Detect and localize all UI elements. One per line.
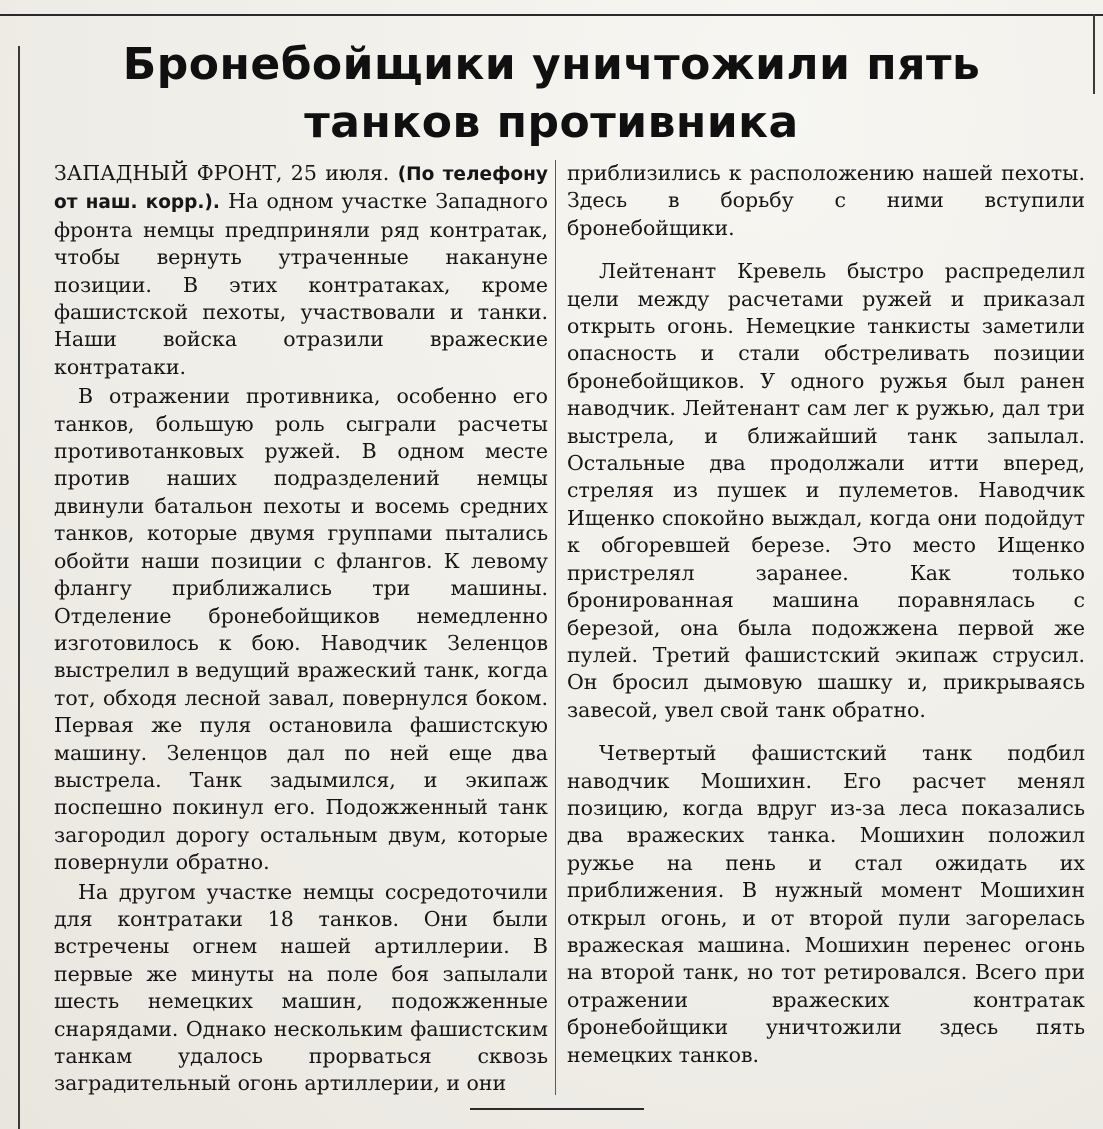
- source-note: (По телефону от наш. корр.).: [54, 164, 548, 214]
- bottom-rule: [470, 1108, 644, 1110]
- left-paragraph-3: На другом участке немцы сосредоточили для контратаки 18 танков. Они были встречены огнем нашей артиллерии. В первые же минуты на поле боя запылали шесть немецких машин, подожженные снарядами. Однако нескольким фашистским танкам удалось прорваться сквозь заградительный огонь артиллерии, и они: [54, 879, 548, 1096]
- article-headline: [40, 36, 1063, 152]
- left-column-rule: [18, 46, 20, 1129]
- right-paragraph-0: приблизились к расположению нашей пехоты. Здесь в борьбу с ними вступили бронебойщики.: [567, 161, 1085, 240]
- headline-line-1: Бронебойщики уничтожили пять: [122, 39, 981, 90]
- right-paragraph-2: Четвертый фашистский танк подбил наводчик Мошихин. Его расчет менял позицию, когда вдруг из-за леса показались два вражеских танка. Мошихин положил ружье на пень и стал ожидать их приближения. В нужный момент Мошихин открыл огонь, и от второй пули загорелась вражеская машина. Мошихин перенес огонь на второй танк, но тот ретировался. Всего при отражении вражеских контратак бронебойщики уничтожили здесь пять немецких танков.: [567, 741, 1085, 1067]
- left-column: [54, 160, 548, 1098]
- left-paragraph-1: [54, 160, 548, 381]
- left-paragraph-1-text: На одном участке Западного фронта немцы предприняли ряд контратак, чтобы вернуть утраченные накануне позиции. В этих контратаках, кроме фашистской пехоты, участвовали и танки. Наши войска отразили вражеские контратаки.: [54, 189, 548, 379]
- top-rule: [0, 14, 1103, 16]
- column-divider: [555, 160, 556, 1095]
- right-edge-rule: [1093, 14, 1095, 94]
- right-paragraph-1: Лейтенант Кревель быстро распределил цели между расчетами ружей и приказал открыть огонь. Немецкие танкисты заметили опасность и стали обстреливать позиции бронебойщиков. У одного ружья был ранен наводчик. Лейтенант сам лег к ружью, дал три выстрела, и ближайший танк запылал. Остальные два продолжали итти вперед, стреляя из пушек и пулеметов. Наводчик Ищенко спокойно выждал, когда они подойдут к обгоревшей березе. Это место Ищенко пристрелял заранее. Как только бронированная машина поравнялась с березой, она была подожжена первой же пулей. Третий фашистский экипаж струсил. Он бросил дымовую шашку и, прикрываясь завесой, увел свой танк обратно.: [567, 259, 1085, 722]
- right-column: [567, 160, 1085, 1069]
- dateline: ЗАПАДНЫЙ ФРОНТ, 25 июля.: [54, 161, 390, 185]
- headline-line-2: танков противника: [304, 97, 799, 148]
- left-paragraph-2: В отражении противника, особенно его танков, большую роль сыграли расчеты противотанковых ружей. В одном месте против наших подразделений немцы двинули батальон пехоты и восемь средних танков, которые двумя группами пытались обойти наши позиции с флангов. К левому флангу приближались три машины. Отделение бронебойщиков немедленно изготовилось к бою. Наводчик Зеленцов выстрелил в ведущий вражеский танк, когда тот, обходя лесной завал, повернулся боком. Первая же пуля остановила фашистскую машину. Зеленцов дал по ней еще два выстрела. Танк задымился, и экипаж поспешно покинул его. Подожженный танк загородил дорогу остальным двум, которые повернули обратно.: [54, 384, 548, 875]
